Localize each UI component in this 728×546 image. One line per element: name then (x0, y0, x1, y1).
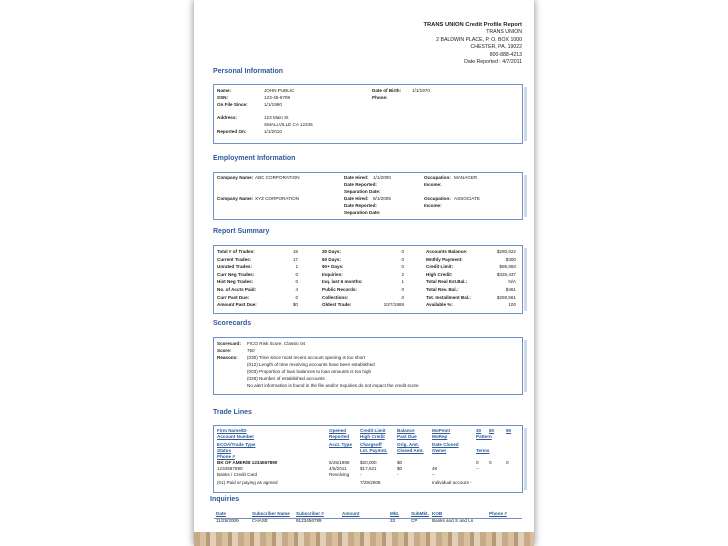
trade-cell: - (397, 472, 399, 477)
summary-label: Inquiries: (322, 271, 343, 277)
summary-value: 19 (292, 249, 298, 254)
section-summary-heading: Report Summary (213, 228, 270, 235)
trade-cell: Revolving (329, 472, 350, 477)
summary-value: $300 (505, 256, 516, 262)
onfile-value: 1/1/1990 (264, 102, 282, 107)
section-tradelines-heading: Trade Lines (213, 409, 252, 416)
scorecard-label: Scorecard: (217, 341, 242, 346)
hired-value-1: 1/1/2000 (373, 175, 391, 180)
separation-label-1: Separation Date: (344, 189, 381, 194)
trade-cell: 48 (432, 466, 438, 471)
trade-header: 30 (476, 428, 482, 433)
ssn-value: 123-45-6789 (264, 95, 291, 100)
summary-value: 0 (295, 279, 298, 285)
trade-cell: 7/29/2006 (360, 480, 381, 485)
income-label-2: Income: (424, 203, 442, 208)
trade-cell: 0 (489, 460, 492, 465)
trade-cell: Banks / Credit Card (217, 472, 258, 477)
trade-cell: (01) Paid or paying as agreed (217, 480, 278, 485)
trade-header: Orig. Amt. (397, 442, 420, 447)
summary-label: 90+ Days: (322, 264, 344, 270)
summary-value: 100 (508, 302, 516, 308)
name-label: Name: (217, 88, 232, 93)
tradelines-box (213, 425, 523, 493)
hired-label-2: Date Hired: (344, 196, 369, 201)
score-label: Score: (217, 348, 232, 353)
company-value-1: ABC CORPORATION (255, 175, 300, 180)
reason-4: (028) Number of established accounts (247, 376, 325, 381)
trade-header: 90 (506, 428, 512, 433)
hired-value-2: 9/1/2005 (373, 196, 391, 201)
scorecards-box (213, 337, 523, 395)
section-personal-heading: Personal Information (213, 68, 284, 75)
summary-label: Hist Neg Trades: (217, 279, 254, 285)
trade-header: Reported (329, 434, 350, 439)
dob-value: 1/1/1970 (412, 88, 430, 93)
reason-1: (030) Time since most recent account opening is too short (247, 355, 365, 360)
inquiry-cell: CHASE (252, 518, 268, 523)
occupation-label-2: Occupation: (424, 196, 451, 201)
trade-cell: 0 (506, 460, 509, 465)
reported-value: 1/1/2010 (264, 129, 282, 134)
trade-header: Firm Name/ID (217, 428, 247, 433)
scorecard-value: FICO Risk Score, Classic 04 (247, 341, 306, 346)
report-title: TRANS UNION Credit Profile Report (423, 22, 522, 28)
inquiry-header: KOB (432, 511, 443, 516)
trade-cell: 4/5/2011 (329, 466, 347, 471)
summary-label: 30 Days: (322, 249, 341, 254)
summary-value: 0 (401, 249, 404, 254)
summary-value: 1 (401, 279, 404, 285)
summary-label: Available %: (426, 302, 453, 308)
income-label-1: Income: (424, 182, 442, 187)
inquiry-cell: 33 (390, 518, 396, 523)
trade-header: Chargeoff (360, 442, 382, 447)
trade-header: Closed Amt. (397, 448, 424, 453)
inquiry-header: SubMkt. (411, 511, 429, 516)
section-scorecards-heading: Scorecards (213, 320, 252, 327)
trade-header: High Credit (360, 434, 385, 439)
summary-label: Unrated Trades: (217, 264, 252, 270)
onfile-label: On File Since: (217, 102, 248, 107)
company-value-2: XYZ CORPORATION (255, 196, 300, 201)
bureau-address: 2 BALDWIN PLACE, P. O. BOX 1000 (436, 36, 522, 43)
summary-label: 60 Days: (322, 256, 341, 262)
summary-value: 1 (295, 264, 298, 270)
summary-value: 4 (295, 287, 298, 292)
summary-label: Amount Past Due: (217, 302, 257, 308)
trade-cell: $0 (397, 466, 403, 471)
bureau-name: TRANS UNION (486, 29, 522, 36)
trade-cell: -- (432, 472, 436, 477)
company-label-1: Company Name: (217, 175, 254, 180)
summary-value: $98,850 (499, 264, 516, 270)
ssn-label: SSN: (217, 95, 228, 100)
summary-label: Mnthly Payment: (426, 256, 463, 262)
reason-3: (003) Proportion of loan balances to loan amounts is too high (247, 369, 372, 374)
inquiries-table (214, 511, 522, 523)
trade-header: Owner (432, 448, 447, 453)
summary-value: $325,437 (496, 271, 516, 277)
trade-header: MoPmnt (432, 428, 451, 433)
summary-label: Curr Past Due: (217, 294, 250, 300)
trade-cell: $20,000 (360, 460, 377, 465)
trade-header: Credit Limit (360, 428, 386, 433)
summary-value: 2 (401, 271, 404, 277)
address-line2: SMALLVILLE CA 12345 (264, 122, 313, 127)
summary-label: Total Real Est.Bal.: (426, 279, 468, 285)
trade-header: Lst. Paymnt. (360, 448, 388, 453)
address-label: Address: (217, 115, 237, 120)
reason-2: (012) Length of time revolving accounts have been established (247, 362, 375, 367)
summary-value: $0 (292, 302, 298, 308)
trade-header: ECOA/Trade Type (217, 442, 256, 447)
summary-value: 17 (292, 256, 298, 262)
bureau-phone: 800-888-4213 (489, 51, 522, 58)
trade-header: Pattern (476, 434, 492, 439)
report-page (194, 0, 534, 546)
dob-label: Date of Birth: (372, 88, 402, 93)
trade-cell: 6/25/1986 (329, 460, 350, 465)
hired-label-1: Date Hired: (344, 175, 369, 180)
summary-label: Total # of Trades: (217, 249, 255, 254)
company-label-2: Company Name: (217, 196, 254, 201)
occupation-value-2: ASSOCIATE (454, 196, 480, 201)
employment-box (213, 172, 523, 220)
bureau-city: CHESTER, PA. 19022 (470, 44, 522, 51)
summary-label: Tot. Installment Bal.: (426, 294, 471, 300)
inquiry-cell: Banks and S and Ls (432, 518, 474, 523)
name-value: JOHN PUBLIC (264, 88, 295, 93)
summary-value: 0 (295, 271, 298, 277)
summary-label: Curr Neg Trades: (217, 271, 255, 277)
trade-cell: - (360, 472, 362, 477)
inquiry-cell: 9123456789 (296, 518, 322, 523)
summary-label: Public Records: (322, 287, 357, 292)
section-employment-heading: Employment Information (213, 155, 296, 162)
trade-cell: $0 (397, 460, 403, 465)
trade-header: Date Closed (432, 442, 459, 447)
summary-label: High Credit: (426, 271, 453, 277)
trade-header: Account Number (217, 434, 255, 439)
trade-cell: 1234567890 (217, 466, 243, 471)
trade-cell: $17,621 (360, 466, 377, 471)
summary-value: 0 (401, 287, 404, 292)
trade-header: MoRep (432, 434, 448, 439)
summary-value: N/A (508, 279, 516, 285)
trade-header: Terms (476, 448, 490, 453)
summary-label: No. of Accts Paid: (217, 287, 257, 292)
summary-label: Accounts Balance: (426, 249, 468, 254)
occupation-label-1: Occupation: (424, 175, 451, 180)
summary-box (213, 245, 523, 314)
summary-label: Total Rev. Bal.: (426, 287, 459, 292)
summary-label: Credit Limit: (426, 264, 454, 270)
inquiry-cell: CP (411, 518, 418, 523)
section-inquiries-heading: Inquiries (210, 496, 240, 503)
inquiry-cell: 11/25/2009 (216, 518, 239, 523)
score-value: 750 (247, 348, 255, 353)
summary-label: Current Trades: (217, 256, 252, 262)
trade-header: Phone # (217, 454, 235, 459)
inquiry-header: Subscriber Name (252, 511, 290, 516)
summary-value: $461 (505, 287, 516, 292)
summary-value: 0 (295, 294, 298, 300)
trade-cell: 0 (476, 460, 479, 465)
summary-value: 0 (401, 294, 404, 300)
trade-header: Status (217, 448, 232, 453)
date-reported: Date Reported : 4/7/2011 (464, 59, 522, 66)
reported-label: Reported On: (217, 129, 247, 134)
summary-value: 0 (401, 256, 404, 262)
summary-value: 0 (401, 264, 404, 270)
trade-header: Balance (397, 428, 415, 433)
summary-value: 10/7/1988 (383, 302, 404, 308)
phone-label: Phone: (372, 95, 388, 100)
reason-5: No alert information is found in the file and/or Inquiries do not impact the credit score (247, 383, 419, 388)
trade-header: 60 (489, 428, 495, 433)
summary-value: $280,622 (496, 249, 516, 254)
trade-cell: Individual account - (432, 480, 472, 485)
reported-label-1: Date Reported: (344, 182, 377, 187)
separation-label-2: Separation Date: (344, 210, 381, 215)
trade-cell: BK OF AMER/B 1234567890 (217, 460, 278, 465)
summary-value: $259,561 (496, 294, 516, 300)
trade-cell: -- (476, 466, 480, 471)
inquiry-header: Subscriber # (296, 511, 324, 516)
occupation-value-1: MANAGER (454, 175, 478, 180)
trade-header: Acct. Type (329, 442, 352, 447)
trade-header: Past Due (397, 434, 417, 439)
inquiry-header: Phone # (489, 511, 507, 516)
footer-strip (194, 532, 534, 546)
personal-box (213, 84, 523, 144)
inquiry-header: Amount (342, 511, 360, 516)
summary-label: Collections: (322, 294, 349, 300)
report-header (423, 22, 522, 66)
address-line1: 123 Main St (264, 115, 289, 120)
inquiry-header: Date (216, 511, 226, 516)
inquiry-header: Mkt. (390, 511, 400, 516)
reported-label-2: Date Reported: (344, 203, 377, 208)
trade-header: Opened (329, 428, 347, 433)
reasons-label: Reasons: (217, 355, 238, 360)
summary-label: Oldest Trade: (322, 302, 352, 308)
summary-label: Inq. last 6 months: (322, 279, 363, 285)
